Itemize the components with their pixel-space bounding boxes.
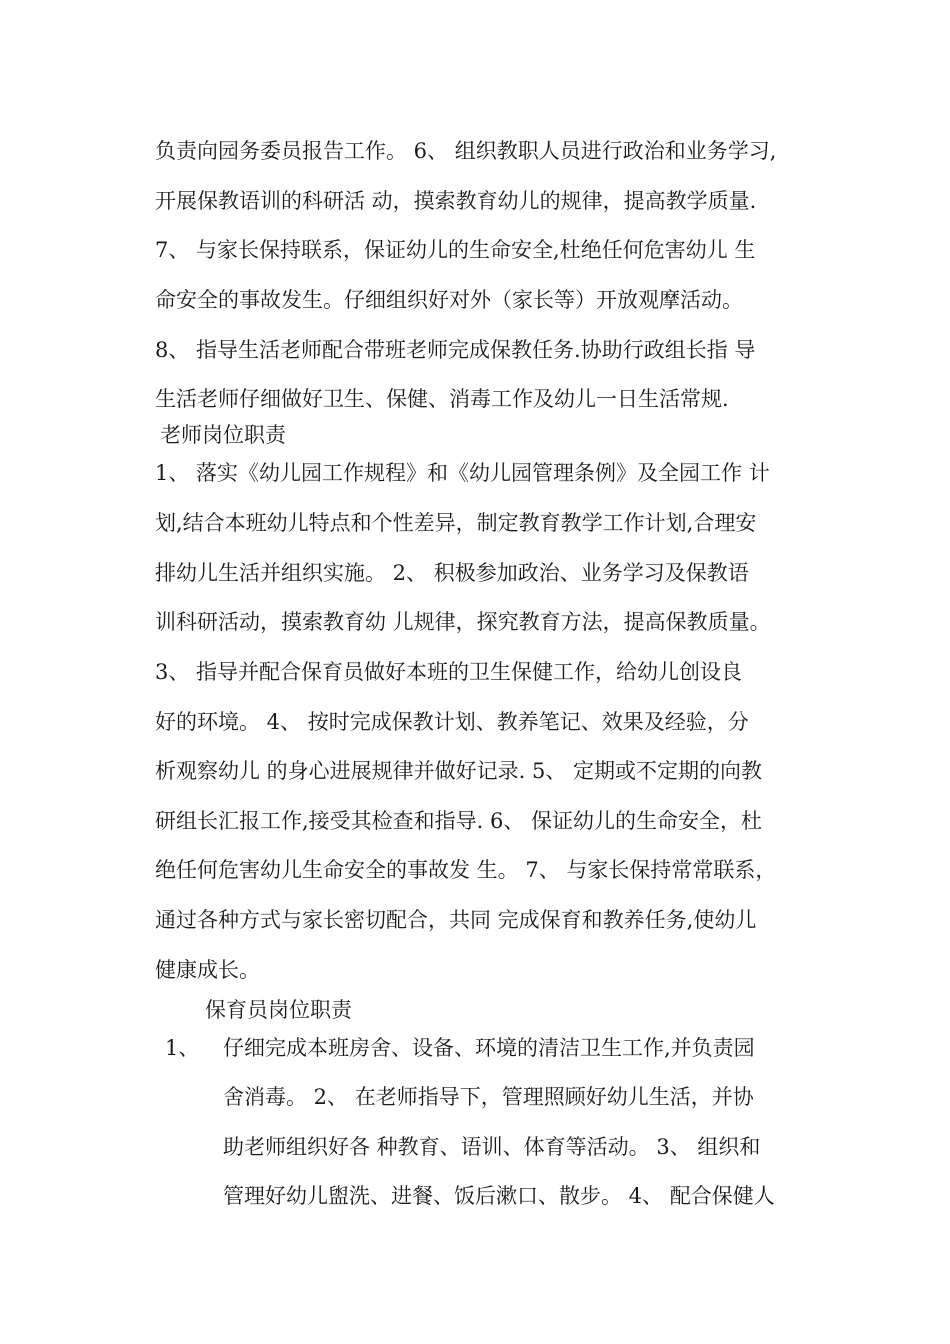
teacher-line-1: 1、 落实《幼儿园工作规程》和《幼儿园管理条例》及全园工作 计 (155, 461, 770, 485)
teacher-line-9: 绝任何危害幼儿生命安全的事故发 生。 7、 与家长保持常常联系， (155, 858, 777, 882)
teacher-line-3: 排幼儿生活并组织实施。 2、 积极参加政治、业务学习及保教语 (155, 561, 749, 585)
teacher-line-7: 析观察幼儿 的身心进展规律并做好记录. 5、 定期或不定期的向教 (155, 759, 763, 783)
teacher-line-8: 研组长汇报工作,接受其检查和指导. 6、 保证幼儿的生命安全，杜 (155, 809, 763, 833)
teacher-line-6: 好的环境。 4、 按时完成保教计划、教养笔记、效果及经验，分 (155, 710, 749, 734)
nurse-section-heading: 保育员岗位职责 (205, 998, 352, 1022)
teacher-line-4: 训科研活动，摸索教育幼 儿规律，探究教育方法，提高保教质量。 (155, 610, 771, 634)
nurse-item-number: 1、 (165, 1036, 200, 1060)
intro-line-1: 负责向园务委员报告工作。 6、 组织教职人员进行政治和业务学习, (155, 139, 777, 163)
teacher-line-2: 划,结合本班幼儿特点和个性差异，制定教育教学工作计划,合理安 (155, 511, 757, 535)
nurse-line-2: 舍消毒。 2、 在老师指导下，管理照顾好幼儿生活，并协 (223, 1085, 754, 1109)
intro-line-2: 开展保教语训的科研活 动，摸索教育幼儿的规律，提高教学质量. (155, 189, 757, 213)
teacher-line-5: 3、 指导并配合保育员做好本班的卫生保健工作，给幼儿创设良 (155, 660, 743, 684)
intro-line-6: 生活老师仔细做好卫生、保健、消毒工作及幼儿一日生活常规. (155, 387, 729, 411)
intro-line-5: 8、 指导生活老师配合带班老师完成保教任务.协助行政组长指 导 (155, 338, 756, 362)
nurse-line-1: 仔细完成本班房舍、设备、环境的清洁卫生工作,并负责园 (223, 1036, 755, 1060)
nurse-line-3: 助老师组织好各 种教育、语训、体育等活动。 3、 组织和 (223, 1135, 761, 1159)
teacher-line-11: 健康成长。 (155, 958, 260, 982)
nurse-line-4: 管理好幼儿盥洗、进餐、饭后漱口、散步。 4、 配合保健人 (223, 1184, 775, 1208)
intro-line-3: 7、 与家长保持联系，保证幼儿的生命安全,杜绝任何危害幼儿 生 (155, 238, 756, 262)
teacher-line-10: 通过各种方式与家长密切配合，共同 完成保育和教养任务,使幼儿 (155, 908, 757, 932)
teacher-section-heading: 老师岗位职责 (160, 423, 286, 447)
intro-line-4: 命安全的事故发生。仔细组织好对外（家长等）开放观摩活动。 (155, 288, 743, 312)
